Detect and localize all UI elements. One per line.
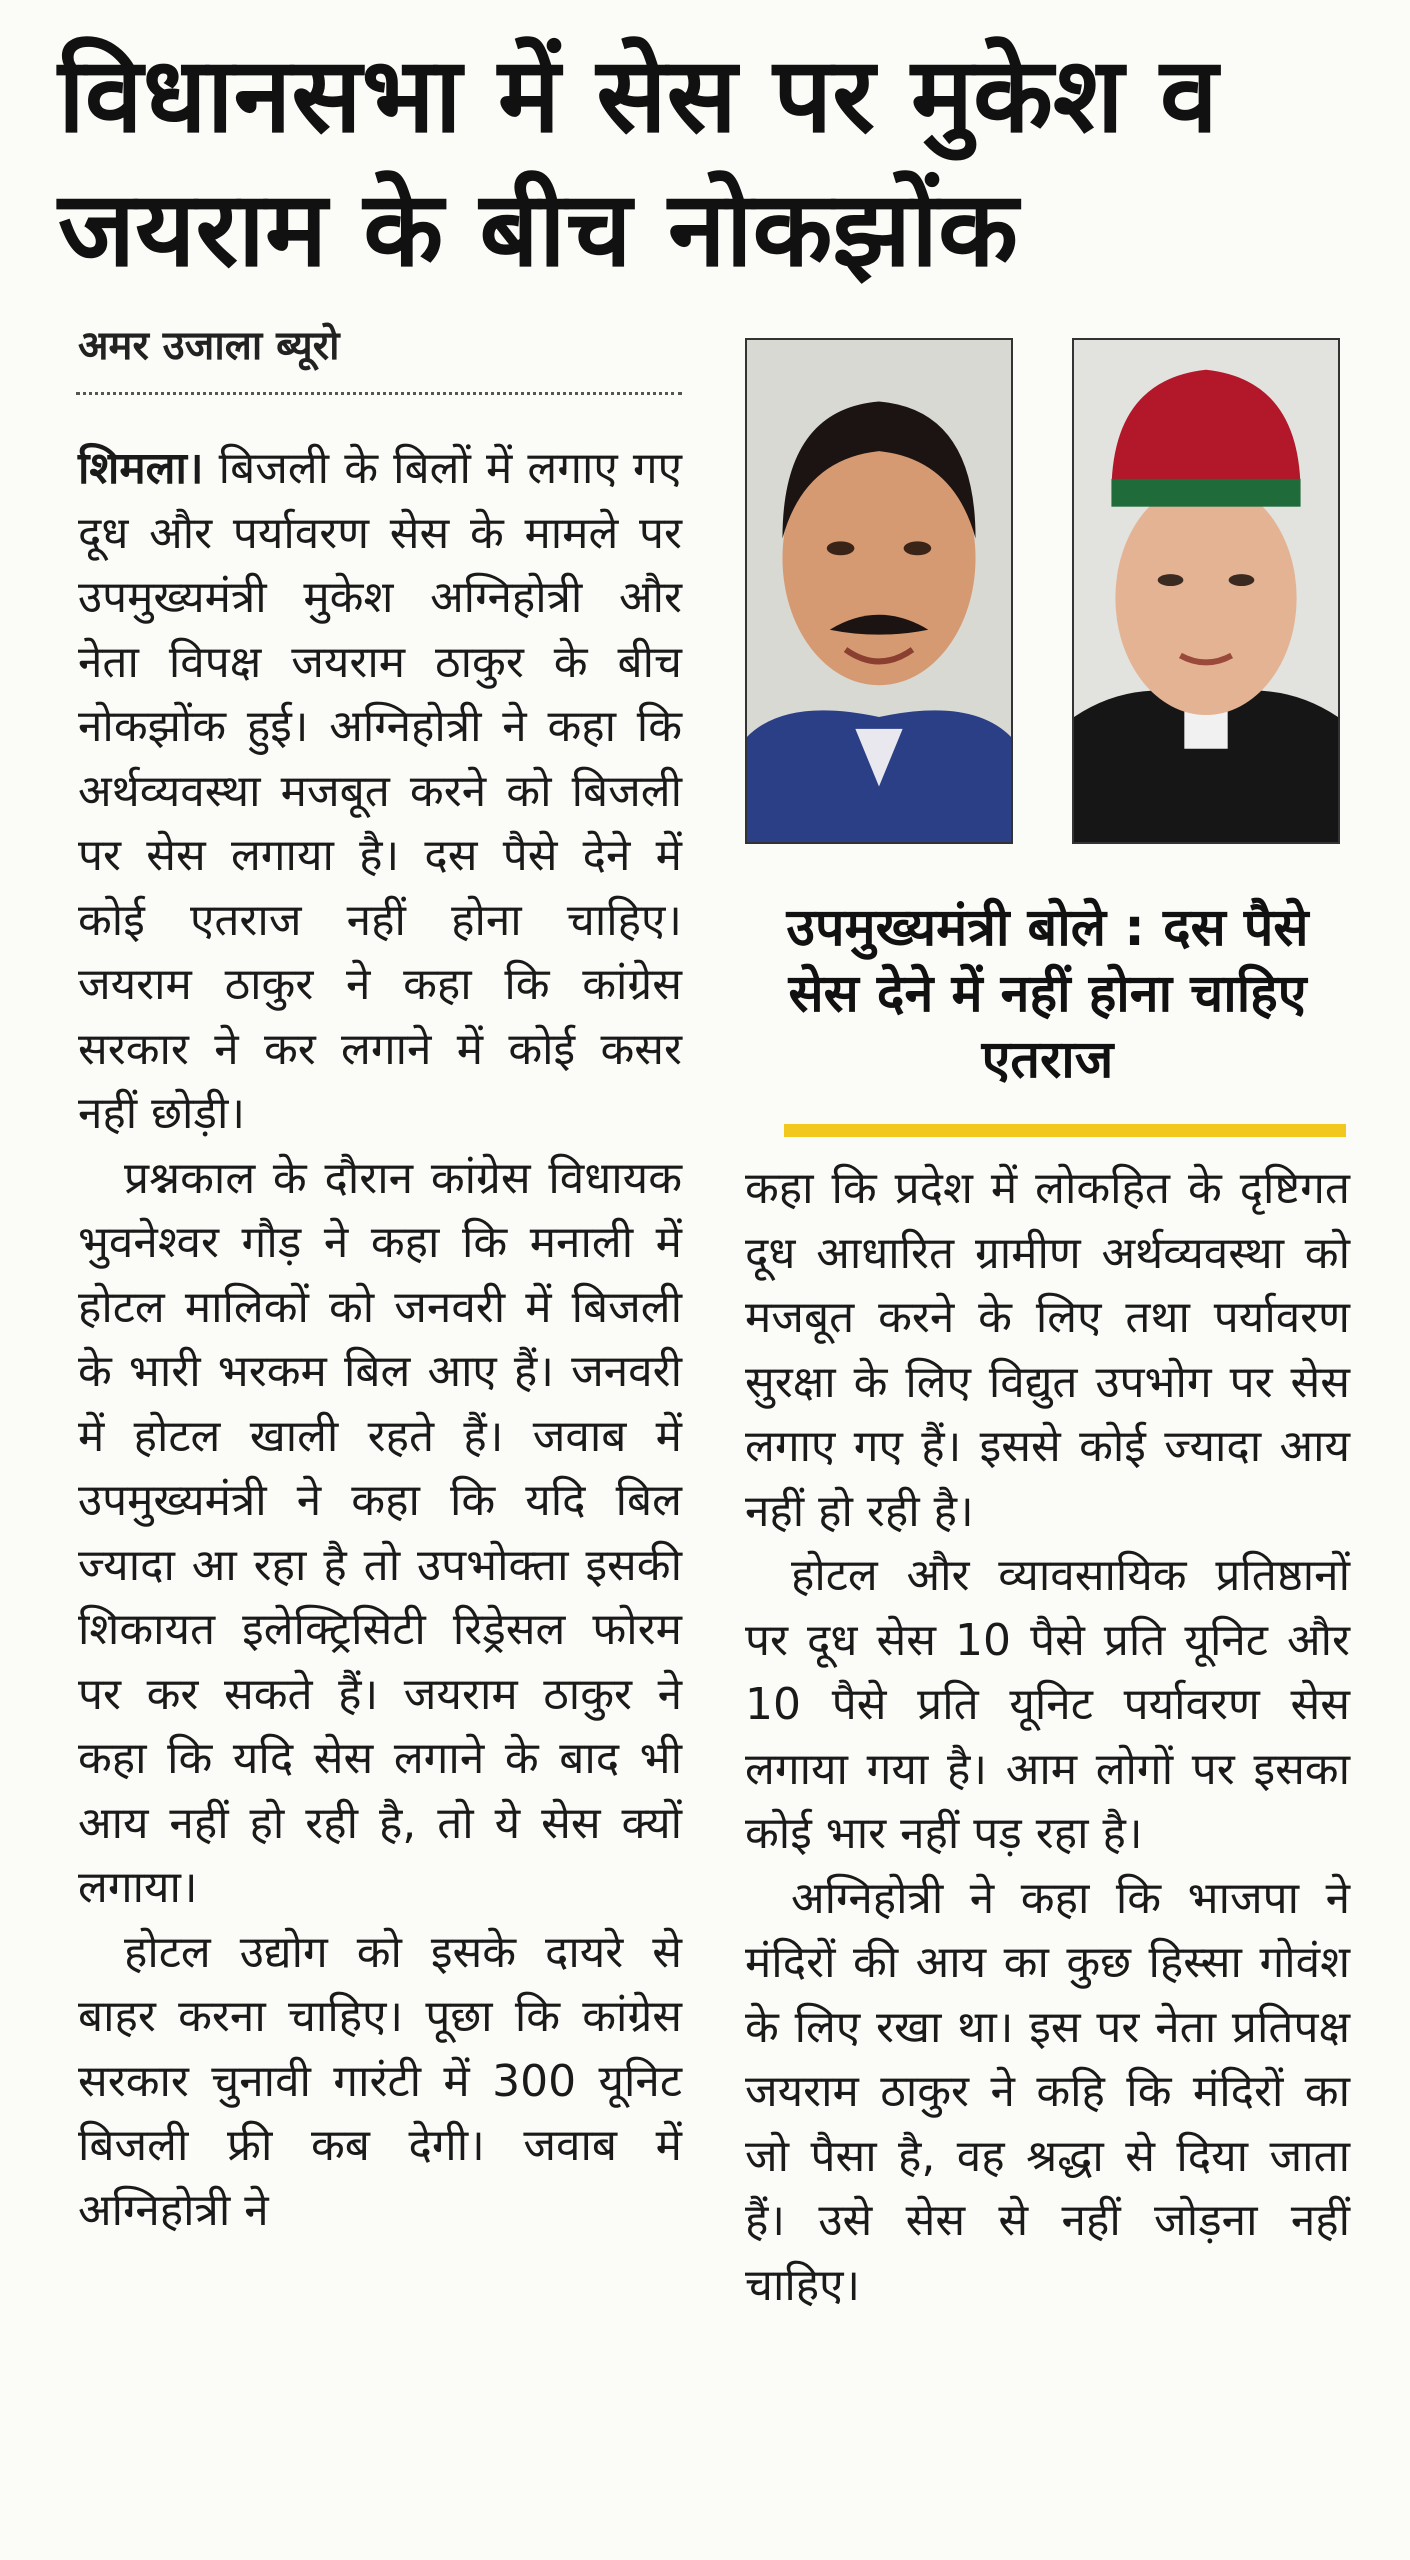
paragraph-text: बिजली के बिलों में लगाए गए दूध और पर्यावरण सेस के मामले पर उपमुख्यमंत्री मुकेश अग्निहोत्री और नेता विपक्ष जयराम ठाकुर के बीच नोकझोंक हुई। अग्निहोत्री ने कहा कि अर्थव्यवस्था मजबूत करने को बिजली पर सेस लगाया है। दस पैसे देने में कोई एतराज नहीं होना चाहिए। जयराम ठाकुर ने कहा कि कांग्रेस सरकार ने कर लगाने में कोई कसर नहीं छोड़ी।: [78, 443, 682, 1139]
byline: अमर उजाला ब्यूरो: [78, 323, 340, 369]
dateline: शिमला।: [78, 443, 204, 494]
photo-caption: उपमुख्यमंत्री बोले : दस पैसे सेस देने में नहीं होना चाहिए एतराज: [786, 898, 1309, 1090]
photo-jairam-thakur: [1072, 338, 1340, 844]
headline: विधानसभा में सेस पर मुकेश व जयराम के बीच नोकझोंक: [58, 34, 1218, 290]
article-paragraph: अग्निहोत्री ने कहा कि भाजपा ने मंदिरों की आय का कुछ हिस्सा गोवंश के लिए रखा था। इस पर नेता प्रतिपक्ष जयराम ठाकुर ने कहि कि मंदिरों का जो पैसा है, वह श्रद्धा से दिया जाता हैं। उसे सेस से नहीं जोड़ना नहीं चाहिए।: [745, 1872, 1350, 2311]
portrait-illustration: [1074, 340, 1338, 842]
article-paragraph: होटल और व्यावसायिक प्रतिष्ठानों पर दूध सेस 10 पैसे प्रति यूनिट और 10 पैसे प्रति यूनिट पर्यावरण सेस लगाया गया है। आम लोगों पर इसका कोई भार नहीं पड़ रहा है।: [745, 1550, 1350, 1859]
byline-divider: [76, 392, 682, 395]
portrait-illustration: [747, 340, 1011, 842]
article-column-left: [78, 437, 682, 2243]
article-column-right: [745, 1157, 1350, 2318]
photo-mukesh-agnihotri: [745, 338, 1013, 844]
caption-underline-bar: [784, 1124, 1346, 1137]
article-paragraph: होटल उद्योग को इसके दायरे से बाहर करना चाहिए। पूछा कि कांग्रेस सरकार चुनावी गारंटी में 300 यूनिट बिजली फ्री कब देगी। जवाब में अग्निहोत्री ने: [78, 1926, 682, 2236]
article-paragraph: [78, 437, 682, 1147]
article-paragraph: कहा कि प्रदेश में लोकहित के दृष्टिगत दूध आधारित ग्रामीण अर्थव्यवस्था को मजबूत करने के लिए तथा पर्यावरण सुरक्षा के लिए विद्युत उपभोग पर सेस लगाए गए हैं। इससे कोई ज्यादा आय नहीं हो रही है।: [745, 1163, 1350, 1537]
article-paragraph: प्रश्नकाल के दौरान कांग्रेस विधायक भुवनेश्वर गौड़ ने कहा कि मनाली में होटल मालिकों को जनवरी में बिजली के भारी भरकम बिल आए हैं। जनवरी में होटल खाली रहते हैं। जवाब में उपमुख्यमंत्री ने कहा कि यदि बिल ज्यादा आ रहा है तो उपभोक्ता इसकी शिकायत इलेक्ट्रिसिटी रिड्रेसल फोरम पर कर सकते हैं। जयराम ठाकुर ने कहा कि यदि सेस लगाने के बाद भी आय नहीं हो रही है, तो ये सेस क्यों लगाया।: [78, 1152, 682, 1913]
